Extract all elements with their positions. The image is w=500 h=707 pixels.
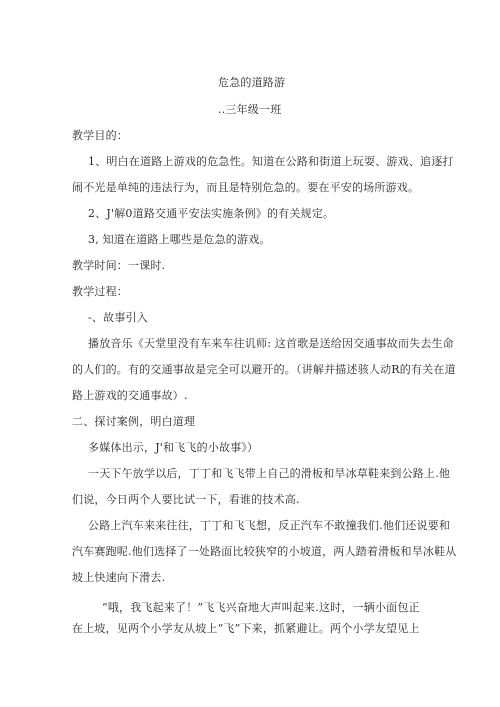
paragraph-line: 一天下午放学以后，丁丁和飞飞带上自己的滑板和旱冰草鞋来到公路上.他 (88, 467, 451, 480)
paragraph-line: 2、J'解0道路交通平安法实施条例》的有关规定。 (88, 207, 335, 220)
paragraph-line: 的人们的。有的交通事故是完全可以避开的。（讲解并描述骇人动R的有关在道 (72, 363, 456, 376)
paragraph-line: 路上游戏的交通事故）. (72, 389, 188, 402)
section-heading-time: 教学时间：一课时. (72, 259, 166, 272)
paragraph-line: 播放音乐《天堂里没有车来车往讥师: 这首歌是送给因交通事故而失去生命 (88, 337, 455, 350)
paragraph-line: 3, 知道在道路上哪些是危急的游戏。 (88, 233, 271, 246)
paragraph-line: 公路上汽车来来往往，丁丁和飞飞想，反正汽车不敢撞我们.他们还说要和 (88, 519, 451, 532)
paragraph-line: 们说，今日两个人要比试一下，看谁的技术高. (72, 493, 300, 506)
document-subtitle: ..三年级一班 (218, 103, 282, 116)
paragraph-line: 闹不光是单纯的违法行为，而且是特别危急的。要在平安的场所游戏。 (72, 181, 420, 194)
paragraph-line: 多媒体出示，J'和飞飞的小故事》） (88, 441, 259, 454)
document-title: 危急的道路游 (218, 76, 286, 89)
paragraph-line: 在上坡，见两个小学友从坡上“飞”下来，抓紧避让。两个小学友望见上 (72, 622, 420, 635)
section-heading-objectives: 教学目的： (72, 129, 128, 142)
subsection-heading: 二、探讨案例，明白道理 (72, 415, 196, 428)
subsection-heading: -、故事引入 (88, 311, 148, 324)
paragraph-line: 1、明白在道路上游戏的危急性。知道在公路和街道上玩耍、游戏、追逐打 (88, 155, 454, 168)
paragraph-line: 汽车赛跑呢.他们选择了一处路面比较狭窄的小坡道，两人踏着滑板和旱冰鞋从 (72, 545, 457, 558)
paragraph-line: 坡上快速向下滑去. (72, 571, 166, 584)
paragraph-line: “哦，我飞起来了！”飞飞兴奋地大声叫起来.这时，一辆小面包正 (102, 601, 420, 614)
section-heading-process: 教学过程： (72, 285, 128, 298)
